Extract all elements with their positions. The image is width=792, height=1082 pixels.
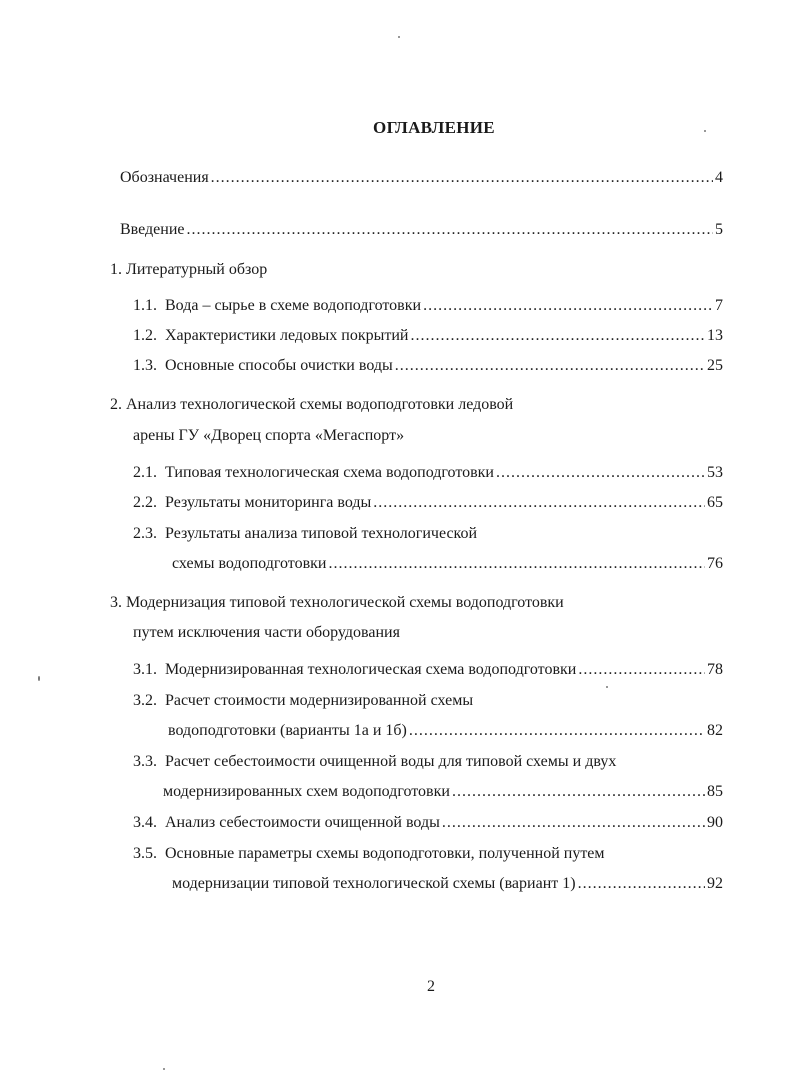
toc-entry-text: модернизации типовой технологической схемы (вариант 1): [172, 875, 576, 892]
toc-entry-3-5-cont[interactable]: [172, 873, 723, 895]
toc-leader-dots: [411, 325, 706, 347]
toc-chapter-2-heading-cont: арены ГУ «Дворец спорта «Мегаспорт»: [133, 427, 405, 444]
toc-entry-text: Модернизированная технологическая схема водоподготовки: [165, 661, 577, 678]
toc-entry-text: водоподготовки (варианты 1а и 1б): [168, 722, 407, 739]
scan-speck: [163, 1068, 165, 1070]
toc-page-number: 4: [715, 169, 723, 186]
toc-entry-number: 3.4.: [133, 814, 157, 831]
toc-page-number: 25: [707, 357, 723, 374]
toc-entry-text: схемы водоподготовки: [172, 555, 327, 572]
toc-entry-2-3-cont[interactable]: [172, 553, 723, 575]
scan-speck: [398, 36, 400, 38]
toc-page-number: 82: [707, 722, 723, 739]
toc-leader-dots: [452, 781, 705, 803]
toc-entry-text: Основные параметры схемы водоподготовки, полученной путем: [165, 845, 605, 862]
toc-entry-text: Типовая технологическая схема водоподготовки: [165, 464, 494, 481]
toc-page-number: 76: [707, 555, 723, 572]
toc-chapter-3-heading[interactable]: 3. Модернизация типовой технологической схемы водоподготовки: [110, 594, 564, 611]
toc-leader-dots: [578, 873, 705, 895]
toc-entry-text: Вода – сырье в схеме водоподготовки: [165, 297, 422, 314]
page-title: ОГЛАВЛЕНИЕ: [373, 118, 495, 137]
toc-page-number: 78: [707, 661, 723, 678]
toc-leader-dots: [187, 219, 714, 241]
toc-leader-dots: [442, 812, 705, 834]
toc-entry-text: Расчет стоимости модернизированной схемы: [165, 692, 474, 709]
toc-page-number: 13: [707, 327, 723, 344]
toc-entry-3-2-cont[interactable]: [168, 720, 723, 742]
toc-entry-number: 3.5.: [133, 845, 157, 862]
toc-entry-text: Результаты мониторинга воды: [165, 494, 372, 511]
toc-entry-2-1[interactable]: [133, 462, 723, 484]
toc-entry-number: 2.2.: [133, 494, 157, 511]
toc-page-number: 53: [707, 464, 723, 481]
toc-entry-3-3-cont[interactable]: [163, 781, 723, 803]
toc-entry-3-3[interactable]: [133, 751, 616, 773]
toc-page-number: 7: [715, 297, 723, 314]
toc-entry-text: Результаты анализа типовой технологической: [165, 525, 478, 542]
scan-speck: [38, 676, 40, 681]
toc-page-number: 65: [707, 494, 723, 511]
toc-leader-dots: [211, 167, 713, 189]
toc-entry-text: Характеристики ледовых покрытий: [165, 327, 409, 344]
toc-entry-text: Введение: [120, 221, 185, 238]
page-number: 2: [427, 978, 435, 995]
toc-entry-1-1[interactable]: [133, 295, 723, 317]
toc-page-number: 5: [715, 221, 723, 238]
toc-entry-1-2[interactable]: [133, 325, 723, 347]
toc-leader-dots: [328, 553, 705, 575]
toc-chapter-3-heading-cont: путем исключения части оборудования: [133, 624, 400, 641]
toc-entry-text: Основные способы очистки воды: [165, 357, 393, 374]
toc-leader-dots: [423, 295, 713, 317]
toc-entry-text: Расчет себестоимости очищенной воды для типовой схемы и двух: [165, 753, 617, 770]
toc-entry-3-5[interactable]: [133, 843, 605, 865]
toc-chapter-2-heading[interactable]: 2. Анализ технологической схемы водоподготовки ледовой: [110, 396, 514, 413]
toc-entry-2-2[interactable]: [133, 492, 723, 514]
toc-chapter-1-heading[interactable]: 1. Литературный обзор: [110, 261, 268, 278]
toc-entry-number: 1.2.: [133, 327, 157, 344]
scan-speck: [606, 686, 608, 688]
toc-entry-intro[interactable]: [120, 219, 723, 241]
toc-entry-text: Обозначения: [120, 169, 209, 186]
toc-leader-dots: [395, 355, 705, 377]
toc-entry-text: модернизированных схем водоподготовки: [163, 783, 450, 800]
toc-entry-2-3[interactable]: [133, 523, 477, 545]
toc-entry-notation[interactable]: [120, 167, 723, 189]
toc-entry-number: 1.1.: [133, 297, 157, 314]
toc-entry-number: 3.3.: [133, 753, 157, 770]
toc-entry-text: Анализ себестоимости очищенной воды: [165, 814, 440, 831]
toc-leader-dots: [578, 659, 705, 681]
toc-leader-dots: [409, 720, 705, 742]
toc-entry-number: 3.2.: [133, 692, 157, 709]
toc-entry-3-1[interactable]: [133, 659, 723, 681]
toc-entry-number: 2.3.: [133, 525, 157, 542]
toc-entry-3-2[interactable]: [133, 690, 473, 712]
toc-entry-number: 1.3.: [133, 357, 157, 374]
toc-entry-3-4[interactable]: [133, 812, 723, 834]
toc-leader-dots: [373, 492, 705, 514]
toc-entry-number: 3.1.: [133, 661, 157, 678]
toc-entry-1-3[interactable]: [133, 355, 723, 377]
toc-page-number: 92: [707, 875, 723, 892]
toc-page-number: 85: [707, 783, 723, 800]
toc-page-number: 90: [707, 814, 723, 831]
toc-leader-dots: [496, 462, 705, 484]
toc-entry-number: 2.1.: [133, 464, 157, 481]
